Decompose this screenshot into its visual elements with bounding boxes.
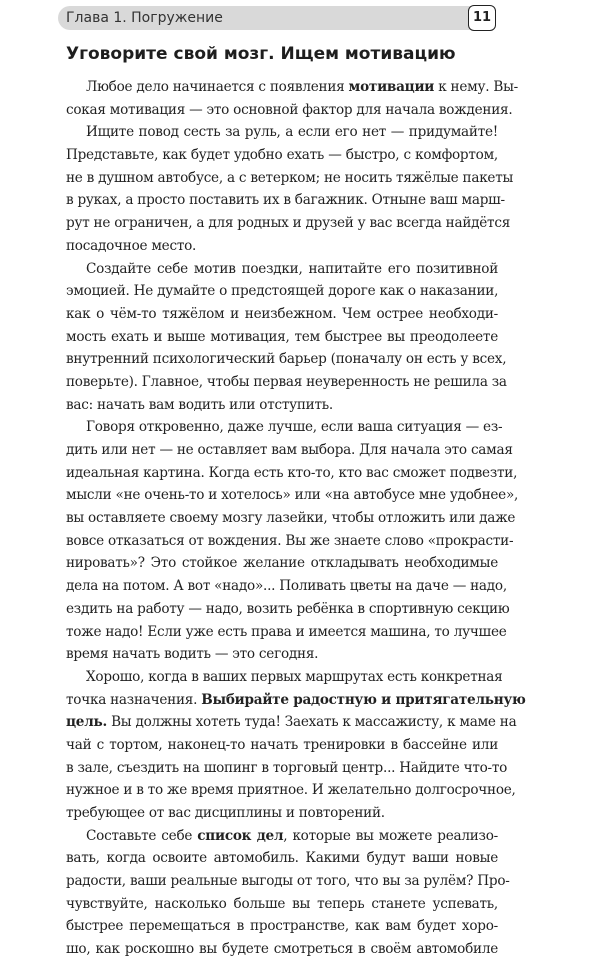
text-line — [66, 825, 498, 848]
text-line — [66, 757, 508, 780]
bold-text: Выбирайте радостную и притягательную — [201, 691, 526, 708]
page-number: 11 — [468, 5, 496, 31]
text-segment: быстрее перемещаться в пространстве, как вам будет хоро- — [66, 918, 498, 935]
text-line — [66, 666, 503, 689]
text-line — [66, 893, 498, 916]
text-segment: ездить на работу — надо, возить ребёнка в спортивную секцию — [66, 600, 510, 617]
text-line — [66, 99, 513, 122]
text-segment: тоже надо! Если уже есть права и имеется машина, то лучшее — [66, 623, 507, 640]
text-segment: нужное и в то же время приятное. И желательно долгосрочное, — [66, 782, 516, 799]
text-segment: Говоря откровенно, даже лучше, если ваша ситуация — ез- — [86, 419, 503, 436]
text-segment: Хорошо, когда в ваших первых маршрутах есть конкретная — [86, 668, 503, 685]
text-line — [66, 530, 514, 553]
text-segment: к нему. Вы- — [434, 79, 518, 95]
text-line — [66, 144, 498, 167]
text-segment: вать, когда освоите автомобиль. Какими будут ваши новые — [66, 850, 498, 867]
text-segment: требующее от вас дисциплины и повторений. — [66, 805, 385, 821]
text-line — [66, 76, 518, 99]
text-segment: Представьте, как будет удобно ехать — быстро, с комфортом, — [66, 147, 498, 164]
bold-text: список дел — [197, 827, 284, 844]
text-line — [66, 439, 513, 462]
text-segment: дела на потом. А вот «надо»... Поливать цветы на даче — надо, — [66, 578, 507, 595]
text-line — [66, 847, 498, 870]
text-line — [66, 643, 498, 666]
text-segment: посадочное место. — [66, 237, 197, 254]
chapter-title: Глава 1. Погружение — [66, 10, 223, 26]
text-segment: вовсе отказаться от вождения. Вы же знаете слово «прокрасти- — [66, 532, 514, 549]
text-line — [66, 416, 503, 439]
text-segment: шо, как роскошно вы будете смотреться в своём автомобиле — [66, 941, 498, 958]
text-line — [66, 915, 498, 938]
text-segment: нировать»? Это стойкое желание откладывать необходимые — [66, 555, 498, 572]
text-line — [66, 348, 507, 371]
text-segment: чувствуйте, насколько больше вы теперь станете успевать, — [66, 895, 498, 912]
text-line — [66, 598, 510, 621]
text-line — [66, 371, 507, 394]
text-line — [66, 802, 498, 825]
text-line — [66, 462, 518, 485]
text-line — [66, 779, 516, 802]
text-line — [66, 484, 519, 507]
text-segment: рут не ограничен, а для родных и друзей у вас всегда найдётся — [66, 215, 511, 232]
text-segment: Ищите повод сесть за руль, а если его нет — придумайте! — [86, 124, 498, 141]
text-segment: внутренний психологический барьер (поначалу он есть у всех, — [66, 351, 507, 368]
text-line — [66, 258, 498, 281]
text-segment: идеальная картина. Когда есть кто-то, кто вас сможет подвезти, — [66, 464, 518, 481]
text-line — [66, 280, 498, 303]
text-line — [66, 734, 498, 757]
text-segment: как о чём-то тяжёлом и неизбежном. Чем острее необходи- — [66, 305, 498, 322]
text-line — [66, 212, 511, 235]
text-segment: поверьте). Главное, чтобы первая неуверенность не решила за — [66, 373, 507, 390]
text-line — [66, 552, 498, 575]
body-text — [66, 76, 526, 961]
text-line — [66, 303, 498, 326]
text-segment: Составьте себе — [86, 827, 198, 844]
text-segment: радости, ваши реальные выгоды от того, что вы за рулём? Про- — [66, 873, 510, 890]
text-line — [66, 121, 498, 144]
section-heading: Уговорите свой мозг. Ищем мотивацию — [66, 44, 456, 64]
text-segment: Вы должны хотеть туда! Заехать к массажисту, к маме на — [107, 714, 517, 731]
text-line — [66, 189, 505, 212]
text-line — [66, 575, 507, 598]
text-segment: дить или нет — не оставляет вам выбора. Для начала это самая — [66, 442, 513, 458]
text-segment: точка назначения. — [66, 691, 202, 708]
text-segment: в руках, а просто поставить их в багажник. Отныне ваш марш- — [66, 192, 505, 209]
text-segment: мысли «не очень-то и хотелось» или «на автобусе мне удобнее», — [66, 487, 519, 504]
text-line — [66, 870, 510, 893]
text-line — [66, 394, 498, 417]
text-line — [66, 235, 498, 258]
text-line — [66, 621, 507, 644]
text-segment: чай с тортом, наконец-то начать тренировки в бассейне или — [66, 736, 498, 753]
text-line — [66, 507, 516, 530]
text-line — [66, 711, 517, 734]
text-segment: , которые вы можете реализо- — [283, 827, 498, 844]
bold-text: цель. — [66, 714, 107, 731]
text-segment: в зале, съездить на шопинг в торговый центр... Найдите что-то — [66, 759, 508, 776]
text-line — [66, 938, 498, 961]
text-segment: не в душном автобусе, а с ветерком; не носить тяжёлые пакеты — [66, 169, 514, 186]
text-line — [66, 167, 514, 190]
text-line — [66, 689, 526, 712]
text-segment: сокая мотивация — это основной фактор для начала вождения. — [66, 101, 513, 118]
text-segment: время начать водить — это сегодня. — [66, 646, 319, 663]
text-segment: вы оставляете своему мозгу лазейки, чтобы отложить или даже — [66, 510, 516, 527]
text-segment: мость ехать и выше мотивация, тем быстрее вы преодолеете — [66, 328, 498, 345]
text-line — [66, 326, 498, 349]
text-segment: Любое дело начинается с появления — [86, 79, 349, 95]
text-segment: вас: начать вам водить или отступить. — [66, 396, 333, 413]
text-segment: Создайте себе мотив поездки, напитайте его позитивной — [86, 260, 498, 277]
text-segment: эмоцией. Не думайте о предстоящей дороге как о наказании, — [66, 283, 499, 300]
bold-text: мотивации — [348, 79, 435, 95]
